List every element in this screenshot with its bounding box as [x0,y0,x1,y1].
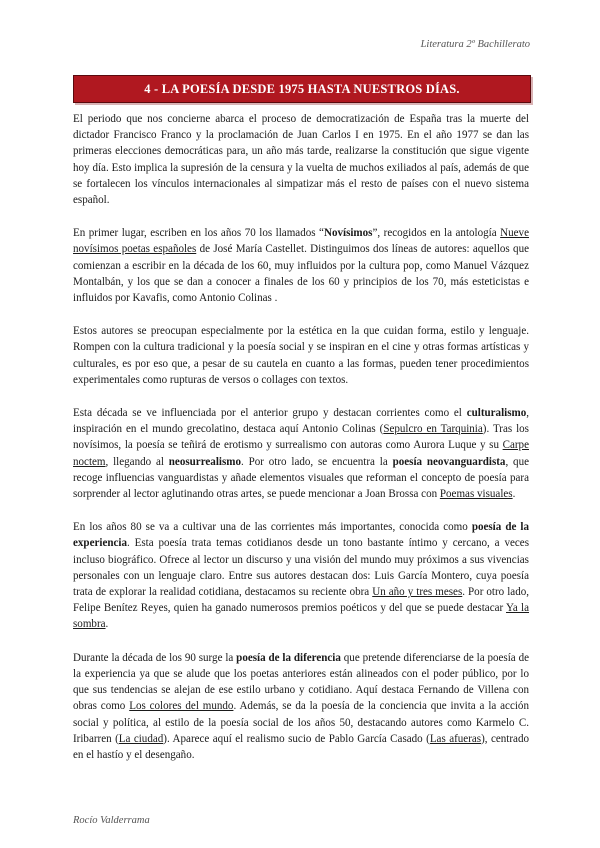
paragraph-historical-context: El periodo que nos concierne abarca el proceso de democratización de España tras la muerte del dictador Francisco Franco y la proclamación de Juan Carlos I en 1975. En el año 1977 se dan las primeras elecciones democráticas para, un año más tarde, realizarse la constitución que sigue vigente hoy día. Esto implica la supresión de la censura y la vuelta de muchos exiliados al país, además de que se fortalecen los vínculos internacionales al simpatizar más el resto de países con el nuevo sistema español. [73,113,529,207]
paragraph-aesthetics: Estos autores se preocupan especialmente por la estética en la que cuidan forma, estilo y lenguaje. Rompen con la cultura tradicional y la poesía social y se inspiran en el cine y otras formas artísticas y culturales, es por eso que, a pesar de su cautela en cuanto a las formas, pueden tener procedimientos experimentales como rupturas de versos o collages con textos. [73,325,529,386]
text-run: . Por otro lado, se encuentra la [241,455,393,468]
work-title: Ya la sombra [73,602,529,631]
text-run: Esta década se ve influenciada por el anterior grupo y destacan corrientes como el [73,407,467,420]
term-poesia-diferencia: poesía de la diferencia [236,651,341,664]
text-run: En primer lugar, escriben en los años 70 los llamados “ [73,227,324,240]
term-poesia-experiencia: poesía de la experiencia [73,521,530,550]
paragraph-novisimos [73,225,529,306]
header-course-note: Literatura 2º Bachillerato [420,39,530,50]
term-novisimos: Novísimos [323,227,373,240]
paragraph-culturalismo [73,405,529,502]
text-run: , que recoge influencias vanguardistas y añade elementos visuales que reforman el concepto de poesía para sorprender al lector aglutinando otras artes, se puede mencionar a Joan Brossa con [73,455,529,501]
work-title: Poemas visuales [439,488,513,501]
text-run: ). Aparece aquí el realismo sucio de Pablo García Casado ( [163,732,430,745]
text-run: , inspiración en el mundo grecolatino, destaca aquí Antonio Colinas ( [73,407,529,436]
term-culturalismo: culturalismo [466,407,527,420]
text-run: En los años 80 se va a cultivar una de las corrientes más importantes, conocida como [73,521,472,534]
work-title: Los colores del mundo [129,700,234,713]
text-run: ). Tras los novísimos, la poesía se teñirá de erotismo y surrealismo con autoras como Aurora Luque y su [73,423,529,452]
text-run: ”, recogidos en la antología [372,227,501,240]
work-title: Sepulcro en Tarquinia [383,423,483,436]
text-run: . [105,618,109,631]
paragraph-poesia-experiencia [73,519,529,632]
text-run: Durante la década de los 90 surge la [73,651,237,664]
section-title-bar [73,75,531,103]
text-run: . Además, se da la poesía de la conciencia que invita a la acción social y política, al estilo de la poesía social de los años 50, destacando autores como Karmelo C. Iribarren ( [73,700,529,745]
paragraph-poesia-diferencia [73,650,529,763]
text-run: de José María Castellet. Distinguimos dos líneas de autores: aquellos que comienzan a escribir en la década de los 60, muy influidos por la cultura pop, como Manuel Vázquez Montalbán, y los que se dan a conocer a finales de los 60 y principios de los 70, más esteticistas e influidos por Kavafis, como Antonio Colinas . [73,243,529,305]
text-run: . Por otro lado, Felipe Benítez Reyes, quien ha ganado numerosos premios poéticos y del que se puede destacar [73,586,530,615]
work-title: Carpe noctem [73,439,529,468]
text-run: ), centrado en el hastío y el desengaño. [73,732,529,761]
work-title: Nueve novísimos poetas españoles [73,227,529,256]
work-title: La ciudad [118,732,164,745]
text-run: . [512,488,516,501]
text-run: , llegando al [105,455,169,468]
work-title: Un año y tres meses [372,586,463,599]
term-neosurrealismo: neosurrealismo [168,455,241,468]
text-run: . Esta poesía trata temas cotidianos desde un tono bastante íntimo y cercano, a veces incluso biográfico. Ofrece al lector un discurso y una visión del mundo muy próximos a sus vivencias personales con un lenguaje claro. Entre sus autores destacan dos: Luis García Montero, cuya poesía trata de explorar la realidad cotidiana, destacamos su reciente obra [73,537,529,599]
term-poesia-neovanguardista: poesía neovanguardista [392,455,506,468]
section-title: 4 - LA POESÍA DESDE 1975 HASTA NUESTROS DÍAS. [144,81,460,96]
text-run: que pretende diferenciarse de la poesía de la experiencia ya que se alude que los poetas anteriores están alineados con el poder público, por lo que sus tendencias se alejan de ese estilo urbano y cotidiano. Aquí destaca Fernando de Villena con obras como [73,651,529,713]
document-body [73,111,529,763]
footer-author: Rocío Valderrama [73,815,150,826]
work-title: Las afueras [429,732,482,745]
